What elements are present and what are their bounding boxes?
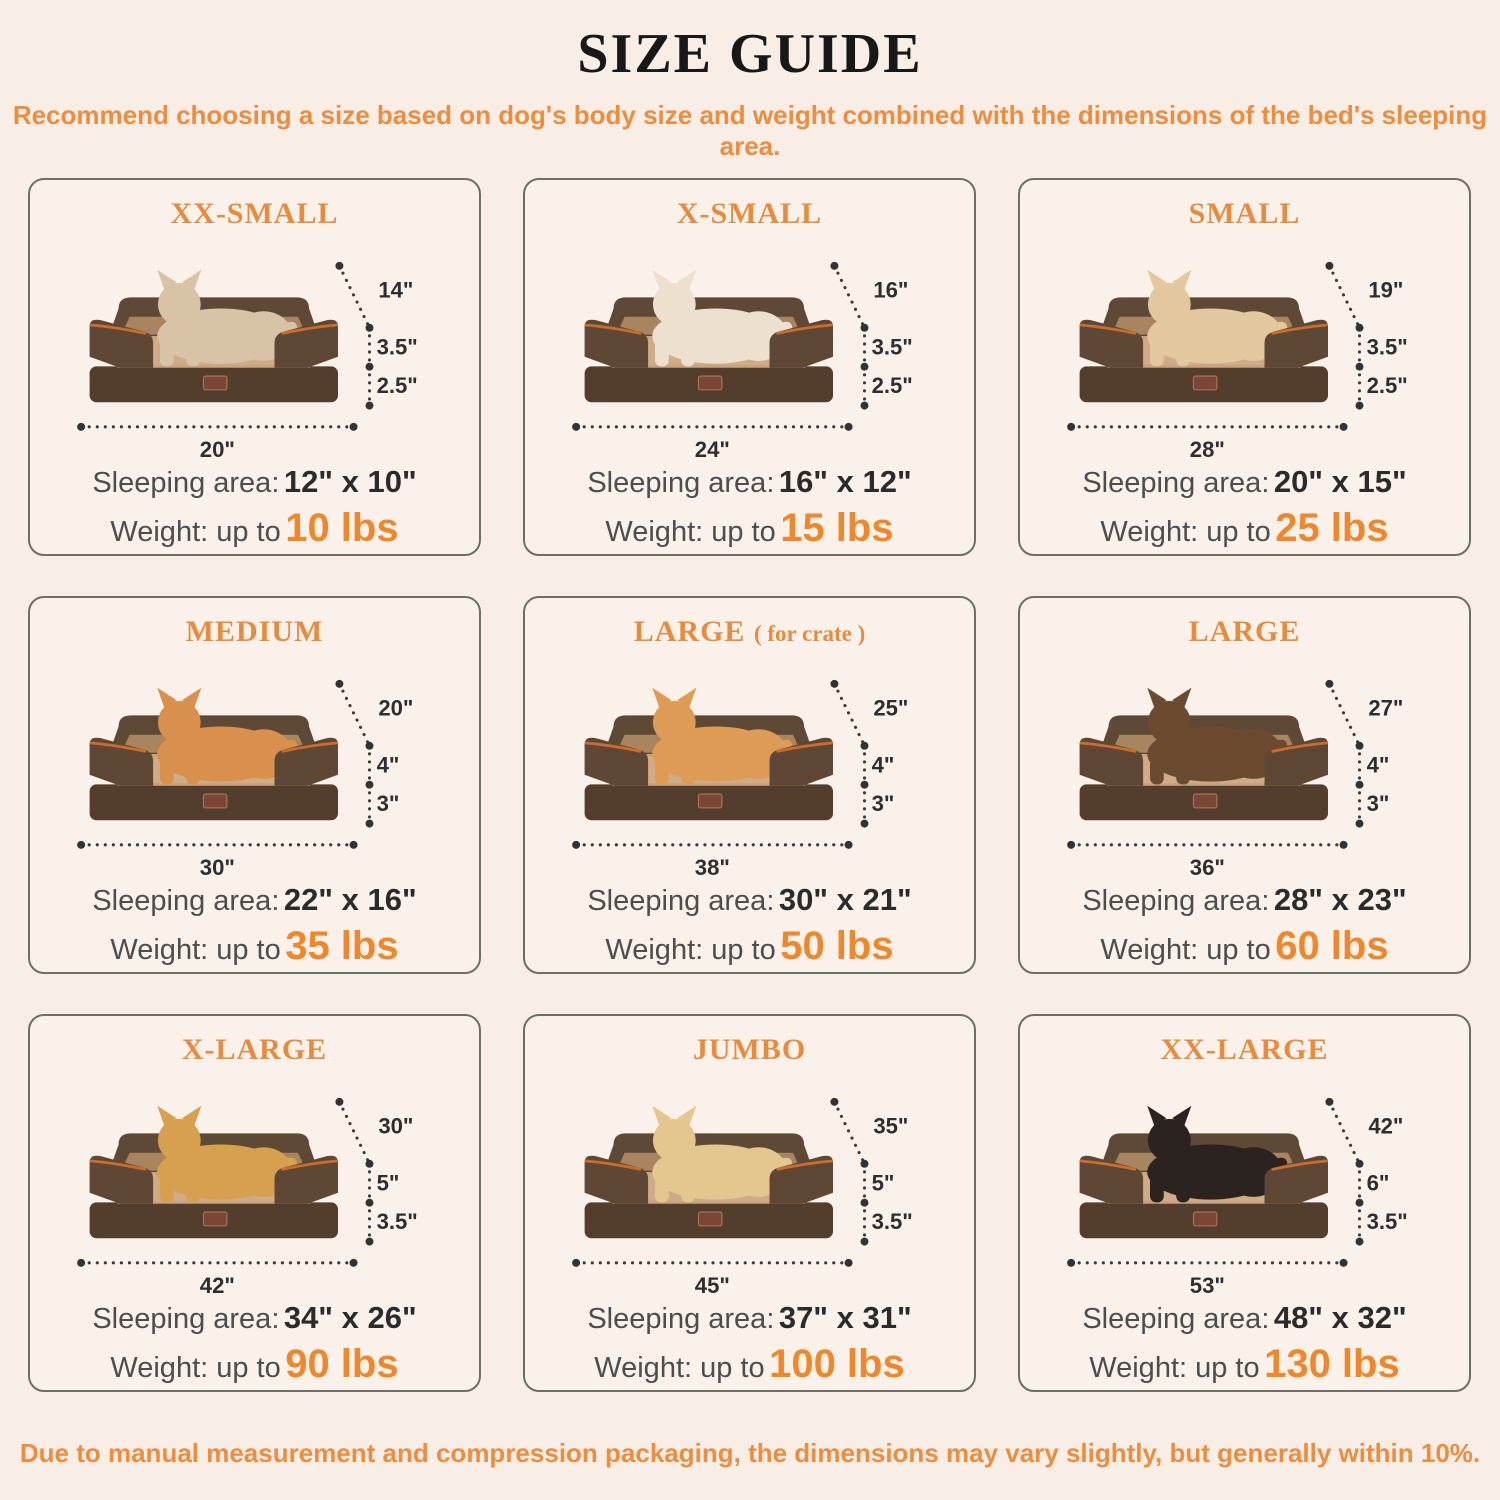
- size-card-medium: [28, 596, 481, 974]
- size-name: XX-SMALL: [170, 197, 339, 230]
- card-info: [30, 1302, 479, 1384]
- dim-width-label: 30": [199, 854, 235, 880]
- size-name: JUMBO: [692, 1033, 807, 1066]
- card-info: [525, 884, 974, 966]
- bed-illustration: [30, 652, 479, 882]
- dim-height-label: 27": [1368, 695, 1404, 721]
- bed-illustration: [1020, 1070, 1469, 1300]
- size-name: MEDIUM: [185, 615, 324, 648]
- dim-lower-label: 3": [376, 791, 400, 817]
- dim-lower-label: 3.5": [1366, 1209, 1408, 1235]
- size-note: ( for crate ): [753, 621, 866, 646]
- weight-value: 100 lbs: [769, 1342, 905, 1386]
- weight-value: 35 lbs: [285, 924, 399, 968]
- sleeping-area-label: Sleeping area:: [587, 467, 775, 499]
- weight-label: Weight: up to: [1100, 516, 1271, 548]
- size-card-x-large: [28, 1014, 481, 1392]
- card-title: [30, 194, 479, 234]
- card-title: [1020, 612, 1469, 652]
- size-name: X-SMALL: [676, 197, 823, 230]
- weight-value: 60 lbs: [1275, 924, 1389, 968]
- card-title: [1020, 1030, 1469, 1070]
- size-card-jumbo: [523, 1014, 976, 1392]
- size-name: XX-LARGE: [1160, 1033, 1329, 1066]
- weight-label: Weight: up to: [1089, 1352, 1260, 1384]
- weight-value: 130 lbs: [1264, 1342, 1400, 1386]
- dim-upper-label: 6": [1366, 1170, 1390, 1196]
- weight-label: Weight: up to: [605, 516, 776, 548]
- sleeping-area-label: Sleeping area:: [92, 885, 280, 917]
- dim-upper-label: 3.5": [376, 334, 418, 360]
- card-info: [1020, 1302, 1469, 1384]
- card-title: [525, 194, 974, 234]
- dim-lower-label: 3": [871, 791, 895, 817]
- weight-label: Weight: up to: [110, 934, 281, 966]
- size-card-large-for-crate: [523, 596, 976, 974]
- card-info: [525, 1302, 974, 1384]
- sleeping-area-value: 30" x 21": [778, 882, 912, 917]
- bed-illustration: [525, 1070, 974, 1300]
- sleeping-area-value: 22" x 16": [283, 882, 417, 917]
- dim-height-label: 19": [1368, 277, 1404, 303]
- dim-width-label: 24": [694, 436, 730, 462]
- weight-label: Weight: up to: [605, 934, 776, 966]
- card-title: [525, 612, 974, 652]
- sleeping-area-label: Sleeping area:: [1082, 885, 1270, 917]
- dim-width-label: 42": [199, 1272, 235, 1298]
- dim-width-label: 53": [1189, 1272, 1225, 1298]
- sleeping-area-value: 37" x 31": [778, 1300, 912, 1335]
- sleeping-area-value: 48" x 32": [1273, 1300, 1407, 1335]
- sleeping-area-label: Sleeping area:: [587, 885, 775, 917]
- weight-label: Weight: up to: [110, 516, 281, 548]
- card-title: [30, 612, 479, 652]
- card-title: [525, 1030, 974, 1070]
- size-card-large: [1018, 596, 1471, 974]
- page-title: SIZE GUIDE: [577, 23, 923, 85]
- card-info: [1020, 466, 1469, 548]
- size-card-xx-large: [1018, 1014, 1471, 1392]
- weight-value: 50 lbs: [780, 924, 894, 968]
- dim-height-label: 16": [873, 277, 909, 303]
- card-info: [30, 884, 479, 966]
- sleeping-area-label: Sleeping area:: [92, 467, 280, 499]
- size-card-x-small: [523, 178, 976, 556]
- dim-lower-label: 3.5": [376, 1209, 418, 1235]
- dim-upper-label: 5": [871, 1170, 895, 1196]
- bed-illustration: [30, 234, 479, 464]
- weight-value: 15 lbs: [780, 506, 894, 550]
- sleeping-area-value: 12" x 10": [283, 464, 417, 499]
- weight-label: Weight: up to: [110, 1352, 281, 1384]
- dim-width-label: 36": [1189, 854, 1225, 880]
- dim-height-label: 35": [873, 1113, 909, 1139]
- dim-lower-label: 2.5": [1366, 373, 1408, 399]
- dim-upper-label: 3.5": [871, 334, 913, 360]
- dim-lower-label: 2.5": [376, 373, 418, 399]
- sleeping-area-value: 20" x 15": [1273, 464, 1407, 499]
- size-cards-grid: [28, 178, 1472, 1392]
- dim-upper-label: 3.5": [1366, 334, 1408, 360]
- bed-illustration: [525, 234, 974, 464]
- dim-lower-label: 3.5": [871, 1209, 913, 1235]
- bed-illustration: [1020, 234, 1469, 464]
- dim-width-label: 28": [1189, 436, 1225, 462]
- weight-value: 90 lbs: [285, 1342, 399, 1386]
- dim-upper-label: 4": [1366, 752, 1390, 778]
- bed-illustration: [1020, 652, 1469, 882]
- dim-width-label: 20": [199, 436, 235, 462]
- sleeping-area-value: 34" x 26": [283, 1300, 417, 1335]
- dim-height-label: 30": [378, 1113, 414, 1139]
- dim-height-label: 14": [378, 277, 414, 303]
- dim-height-label: 20": [378, 695, 414, 721]
- card-info: [525, 466, 974, 548]
- card-title: [30, 1030, 479, 1070]
- dim-width-label: 38": [694, 854, 730, 880]
- dim-upper-label: 5": [376, 1170, 400, 1196]
- card-info: [1020, 884, 1469, 966]
- bed-illustration: [30, 1070, 479, 1300]
- page-subtitle: Recommend choosing a size based on dog's body size and weight combined with the dimensions of the bed's sleeping area.: [12, 100, 1488, 161]
- sleeping-area-label: Sleeping area:: [587, 1303, 775, 1335]
- weight-label: Weight: up to: [1100, 934, 1271, 966]
- dim-width-label: 45": [694, 1272, 730, 1298]
- card-info: [30, 466, 479, 548]
- size-name: X-LARGE: [181, 1033, 328, 1066]
- size-name: LARGE: [633, 615, 746, 648]
- size-card-small: [1018, 178, 1471, 556]
- dim-lower-label: 2.5": [871, 373, 913, 399]
- weight-value: 25 lbs: [1275, 506, 1389, 550]
- weight-value: 10 lbs: [285, 506, 399, 550]
- sleeping-area-label: Sleeping area:: [1082, 1303, 1270, 1335]
- dim-height-label: 42": [1368, 1113, 1404, 1139]
- size-name: SMALL: [1188, 197, 1301, 230]
- size-card-xx-small: [28, 178, 481, 556]
- sleeping-area-label: Sleeping area:: [92, 1303, 280, 1335]
- card-title: [1020, 194, 1469, 234]
- sleeping-area-value: 16" x 12": [778, 464, 912, 499]
- bed-illustration: [525, 652, 974, 882]
- dim-lower-label: 3": [1366, 791, 1390, 817]
- dim-upper-label: 4": [376, 752, 400, 778]
- size-name: LARGE: [1188, 615, 1301, 648]
- sleeping-area-value: 28" x 23": [1273, 882, 1407, 917]
- sleeping-area-label: Sleeping area:: [1082, 467, 1270, 499]
- dim-height-label: 25": [873, 695, 909, 721]
- weight-label: Weight: up to: [594, 1352, 765, 1384]
- page-footer-note: Due to manual measurement and compression packaging, the dimensions may vary slightly, but generally within 10%.: [19, 1438, 1481, 1468]
- dim-upper-label: 4": [871, 752, 895, 778]
